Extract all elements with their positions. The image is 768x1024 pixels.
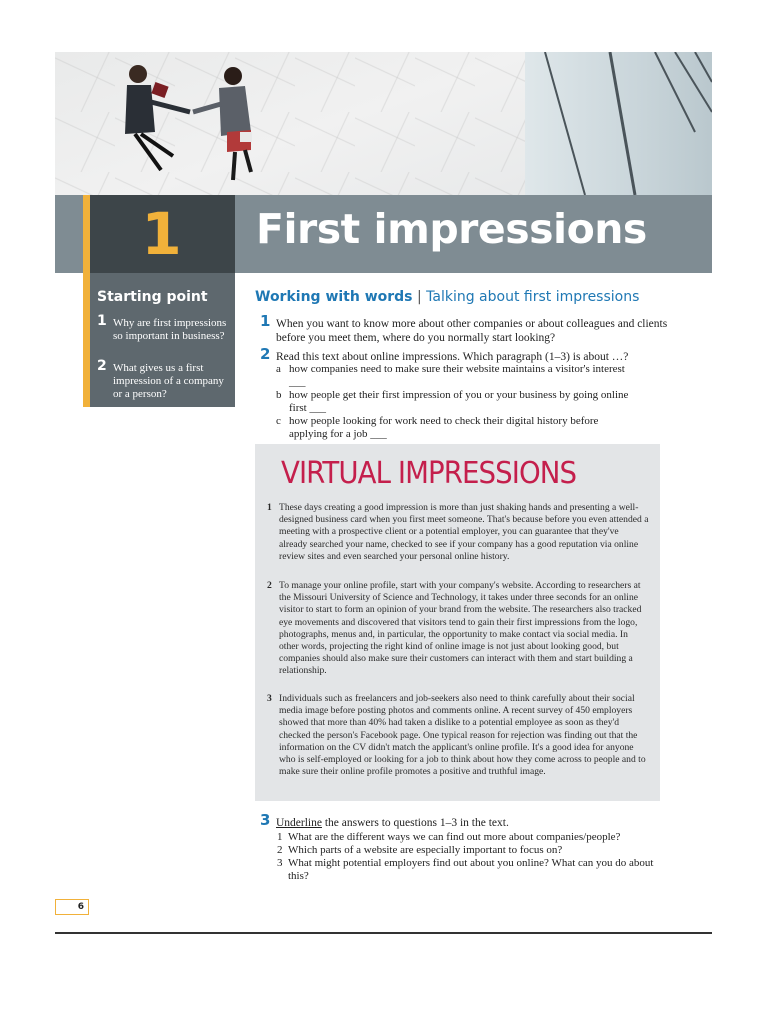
- item-number: 1: [277, 831, 283, 843]
- paragraph-number: 1: [267, 502, 272, 513]
- starting-point-box: [90, 273, 235, 407]
- section-heading: [255, 289, 639, 305]
- section-separator: |: [416, 289, 422, 305]
- section-topic: Talking about first impressions: [426, 289, 640, 305]
- item-text: Which parts of a website are especially important to focus on?: [288, 844, 563, 856]
- option-text: how companies need to make sure their website maintains a visitor's interest ___: [289, 363, 625, 388]
- question-text: Read this text about online impressions. Which paragraph (1–3) is about …?: [276, 351, 629, 363]
- option-letter: c: [276, 415, 281, 427]
- footer-rule: [55, 932, 712, 934]
- question-number: 2: [260, 345, 271, 363]
- page-number: 6: [55, 899, 89, 915]
- question-number: 1: [260, 312, 271, 330]
- question-text: When you want to know more about other companies or about colleagues and clients before you meet them, where do you normally start looking?: [276, 318, 668, 344]
- item-text: What might potential employers find out about you online? What can you do about this?: [288, 857, 654, 882]
- handshake-illustration: [55, 52, 712, 195]
- hero-photo: [55, 52, 712, 195]
- question-number: 3: [260, 811, 271, 829]
- item-number: 3: [277, 857, 283, 869]
- option-letter: b: [276, 389, 282, 401]
- article-box: [255, 444, 660, 801]
- item-text: What are the different ways we can find out more about companies/people?: [288, 831, 621, 843]
- option-letter: a: [276, 363, 281, 375]
- item-number: 2: [277, 844, 283, 856]
- paragraph-text: Individuals such as freelancers and job-seekers also need to think carefully about their social media image before posting photos and comments online. A recent survey of 450 employers showed that more than 40% had taken a dislike to a potential employee as soon as they'd checked the person's Facebook page. One typical reason for rejection was finding out that the information on the CV didn't match the applicant's online profile. It's a good idea for anyone who is self-employed or looking for a job to think about how they come across to people and to make sure their online profile promotes a positive and truthful image.: [279, 693, 646, 778]
- chapter-title: First impressions: [256, 205, 647, 253]
- option-text: how people looking for work need to check their digital history before applying for a job ___: [289, 415, 599, 440]
- paragraph-number: 3: [267, 693, 272, 704]
- item-text: Why are first impressions so important in business?: [113, 317, 227, 342]
- item-number: 2: [97, 358, 107, 374]
- paragraph-text: These days creating a good impression is more than just shaking hands and presenting a well-designed business card when you first meet someone. That's because before you even attended a meeting with a prospective client or a potential employer, you can guarantee that they've already searched your name, checked to see if your company has a good reputation via online review sites and even searched your personal online history.: [279, 502, 649, 562]
- question-rest: the answers to questions 1–3 in the text.: [321, 817, 509, 829]
- item-text: What gives us a first impression of a company or a person?: [113, 362, 224, 400]
- underline-word: Underline: [276, 817, 322, 829]
- section-label: Working with words: [255, 289, 413, 305]
- paragraph-text: To manage your online profile, start with your company's website. According to researchers at the Missouri University of Science and Technology, it takes under three seconds for an online visitor to start to form an opinion of your brand from the website. The researchers also tracked eye movements and discovered that visitors tend to gain their first impressions from the logo, photographs, menus and, in particular, the opportunity to make contact via social media. In other words, projecting the right kind of online image is not just about looking good, but companies should also make sure their customers can interact with them and start building a relationship.: [279, 580, 642, 677]
- option-text: how people get their first impression of you or your business by going online first ___: [289, 389, 629, 414]
- article-title: VIRTUAL IMPRESSIONS: [281, 456, 577, 491]
- item-number: 1: [97, 313, 107, 329]
- paragraph-number: 2: [267, 580, 272, 591]
- starting-point-heading: Starting point: [97, 289, 208, 305]
- question-text: [276, 817, 676, 831]
- chapter-number: 1: [141, 200, 182, 268]
